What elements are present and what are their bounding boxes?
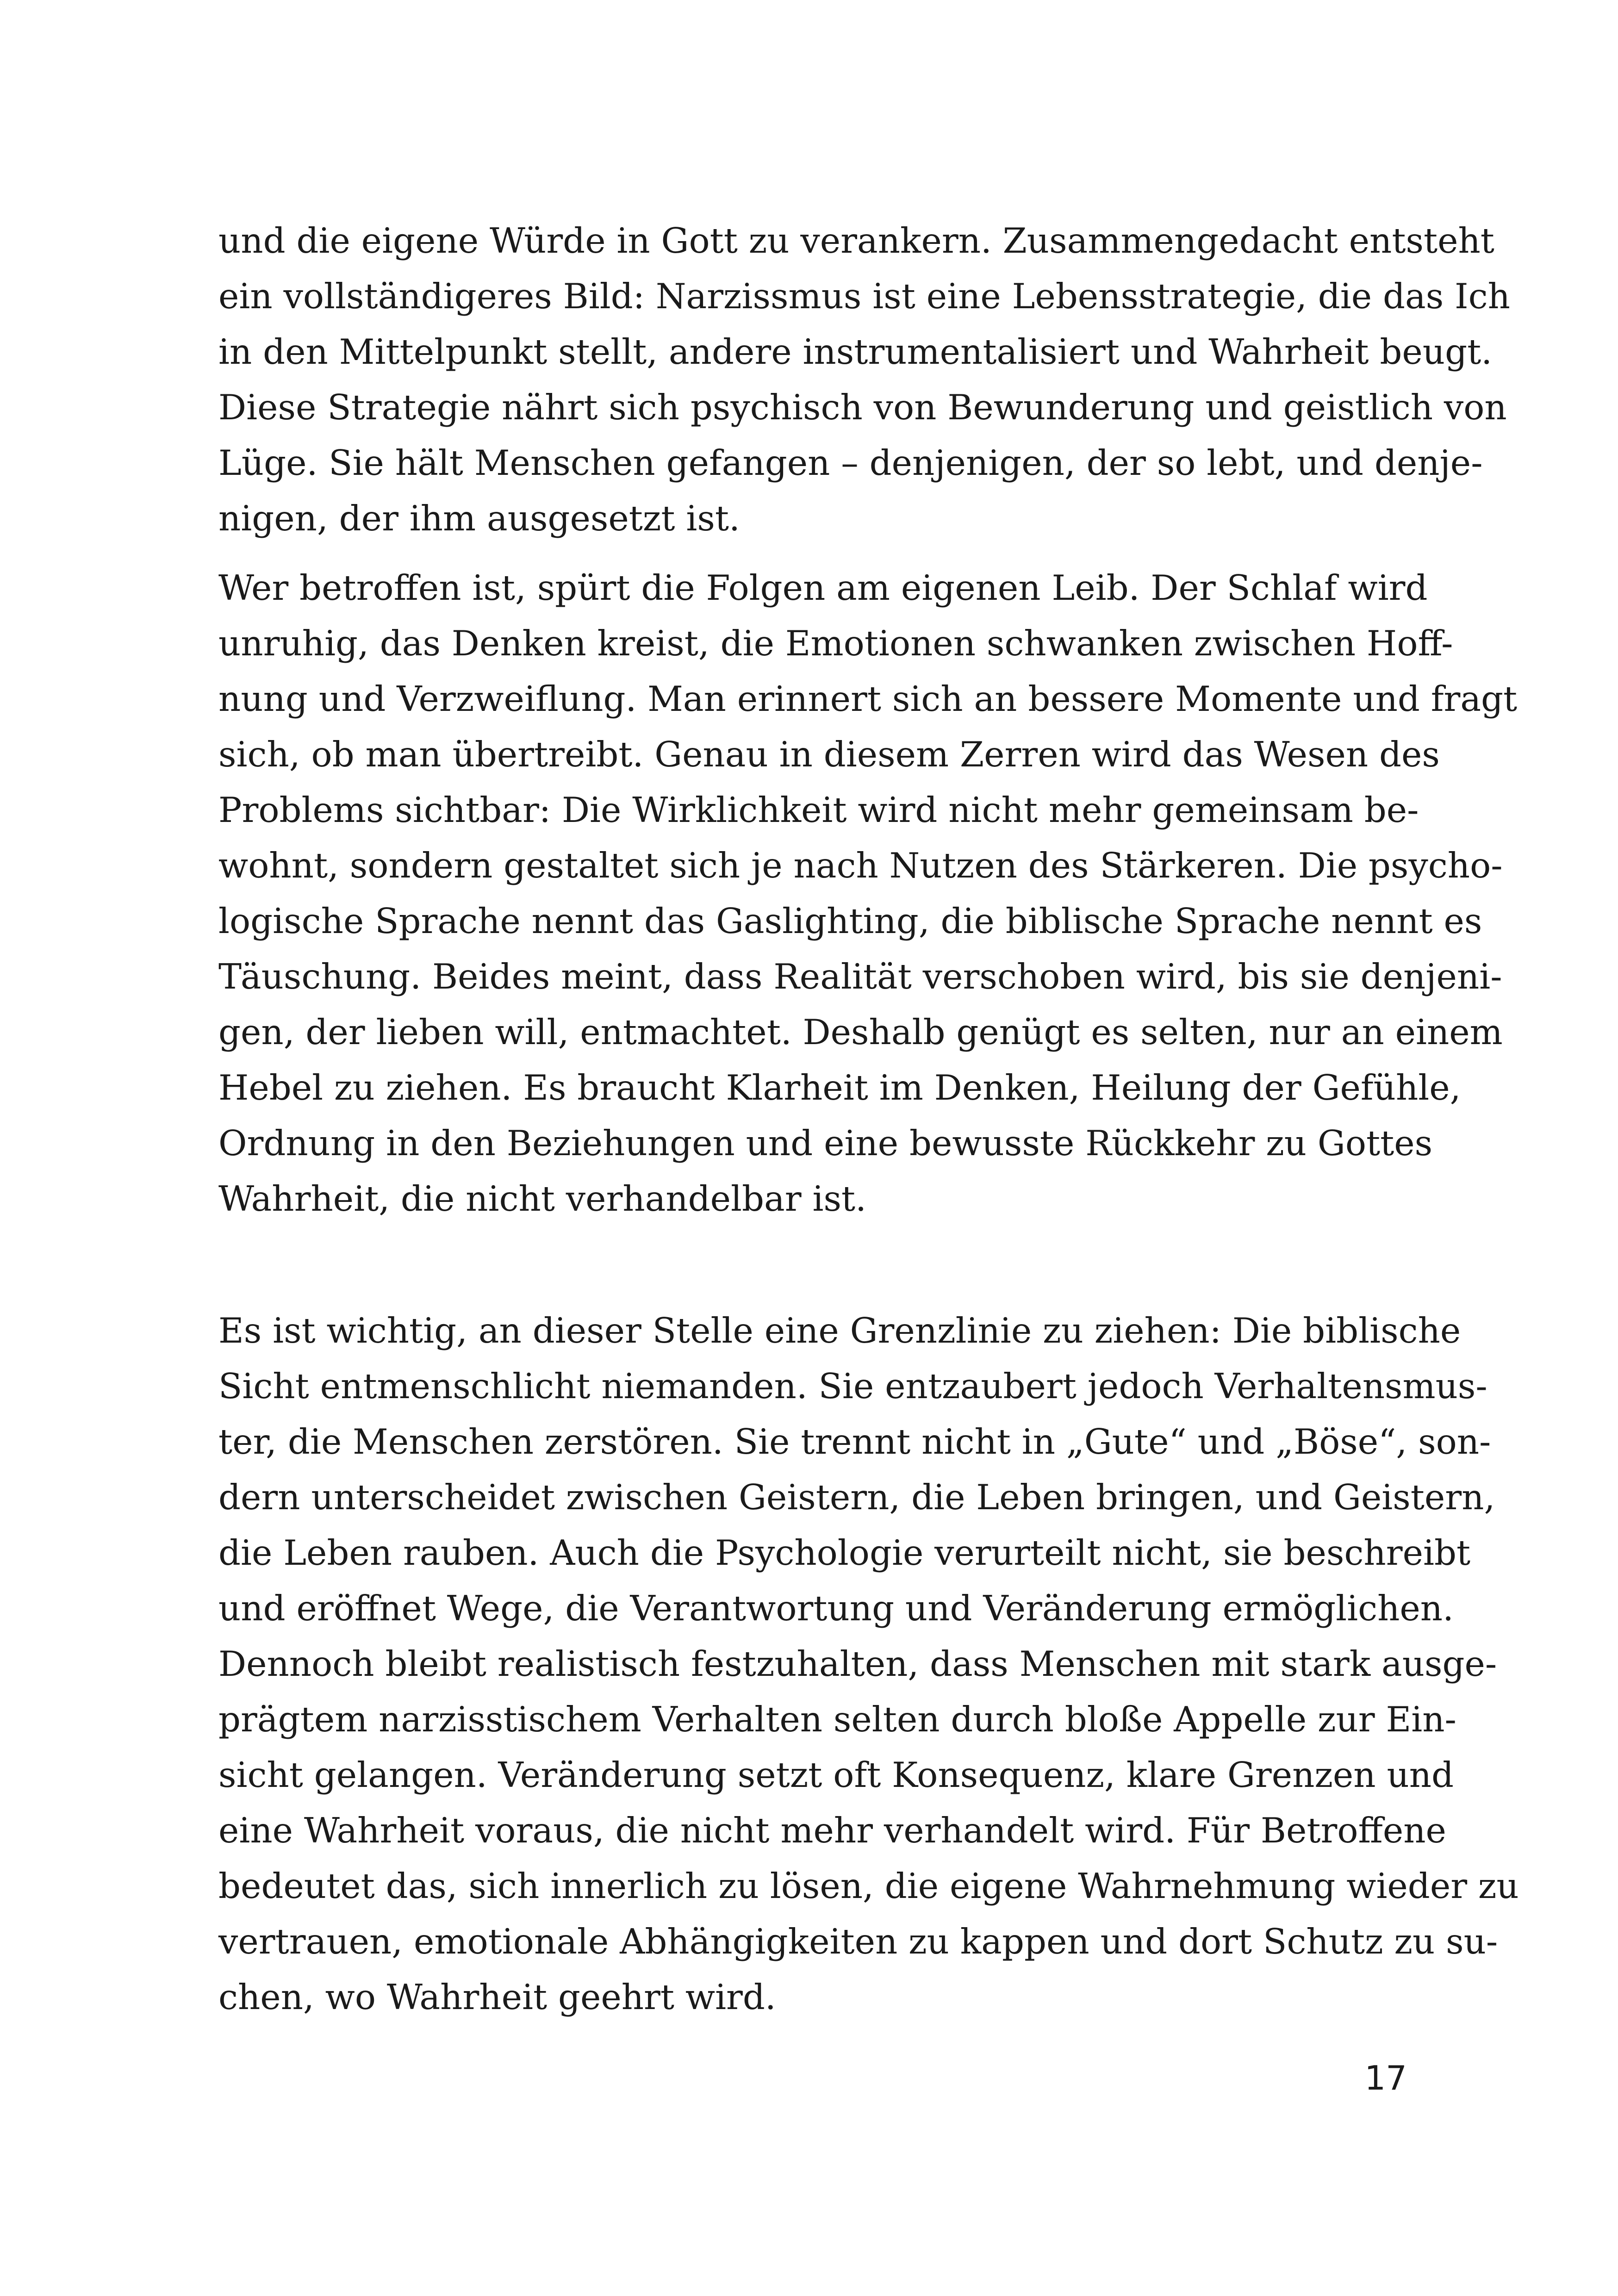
paragraph-2 xyxy=(218,560,1518,1226)
text-line: Dennoch bleibt realistisch festzuhalten, dass Menschen mit stark ausge- xyxy=(218,1643,1497,1684)
text-line: Lüge. Sie hält Menschen gefangen – denjenigen, der so lebt, und denje- xyxy=(218,442,1483,483)
text-line: Problems sichtbar: Die Wirklichkeit wird nicht mehr gemeinsam be- xyxy=(218,790,1419,830)
text-line: Diese Strategie nährt sich psychisch von Bewunderung und geistlich von xyxy=(218,387,1507,428)
text-line: nung und Verzweiflung. Man erinnert sich an bessere Momente und fragt xyxy=(218,678,1518,719)
text-line: und die eigene Würde in Gott zu verankern. Zusammengedacht entsteht xyxy=(218,220,1494,261)
text-line: eine Wahrheit voraus, die nicht mehr verhandelt wird. Für Betroffene xyxy=(218,1810,1446,1851)
text-line: und eröffnet Wege, die Verantwortung und Veränderung ermöglichen. xyxy=(218,1588,1454,1629)
text-line: vertrauen, emotionale Abhängigkeiten zu kappen und dort Schutz zu su- xyxy=(218,1921,1498,1962)
text-line: dern unterscheidet zwischen Geistern, die Leben bringen, und Geistern, xyxy=(218,1477,1495,1518)
text-line: unruhig, das Denken kreist, die Emotionen schwanken zwischen Hoff- xyxy=(218,623,1453,664)
text-line: Ordnung in den Beziehungen und eine bewusste Rückkehr zu Gottes xyxy=(218,1123,1433,1164)
text-line: logische Sprache nennt das Gaslighting, die biblische Sprache nennt es xyxy=(218,901,1482,941)
text-line: Sicht entmenschlicht niemanden. Sie entzaubert jedoch Verhaltensmus- xyxy=(218,1366,1487,1406)
text-line: sicht gelangen. Veränderung setzt oft Konsequenz, klare Grenzen und xyxy=(218,1755,1454,1795)
text-line: Hebel zu ziehen. Es braucht Klarheit im Denken, Heilung der Gefühle, xyxy=(218,1067,1461,1108)
text-line: bedeutet das, sich innerlich zu lösen, die eigene Wahrnehmung wieder zu xyxy=(218,1866,1519,1906)
text-line: sich, ob man übertreibt. Genau in diesem Zerren wird das Wesen des xyxy=(218,734,1440,775)
text-line: Es ist wichtig, an dieser Stelle eine Grenzlinie zu ziehen: Die biblische xyxy=(218,1310,1461,1351)
text-line: Wer betroffen ist, spürt die Folgen am eigenen Leib. Der Schlaf wird xyxy=(218,567,1428,608)
text-line: in den Mittelpunkt stellt, andere instrumentalisiert und Wahrheit beugt. xyxy=(218,331,1493,372)
text-line: ein vollständigeres Bild: Narzissmus ist eine Lebensstrategie, die das Ich xyxy=(218,276,1510,317)
text-line: nigen, der ihm ausgesetzt ist. xyxy=(218,498,740,539)
text-line: wohnt, sondern gestaltet sich je nach Nutzen des Stärkeren. Die psycho- xyxy=(218,845,1503,886)
text-line: Täuschung. Beides meint, dass Realität verschoben wird, bis sie denjeni- xyxy=(218,956,1502,997)
page-number: 17 xyxy=(1364,2059,1407,2097)
text-line: ter, die Menschen zerstören. Sie trennt nicht in „Gute“ und „Böse“, son- xyxy=(218,1421,1491,1462)
text-line: Wahrheit, die nicht verhandelbar ist. xyxy=(218,1178,866,1219)
paragraph-1 xyxy=(218,213,1510,546)
text-line: gen, der lieben will, entmachtet. Deshalb genügt es selten, nur an einem xyxy=(218,1012,1503,1052)
text-line: die Leben rauben. Auch die Psychologie verurteilt nicht, sie beschreibt xyxy=(218,1532,1471,1573)
text-line: chen, wo Wahrheit geehrt wird. xyxy=(218,1977,776,2017)
paragraph-3 xyxy=(218,1303,1519,2025)
text-line: prägtem narzisstischem Verhalten selten durch bloße Appelle zur Ein- xyxy=(218,1699,1456,1740)
